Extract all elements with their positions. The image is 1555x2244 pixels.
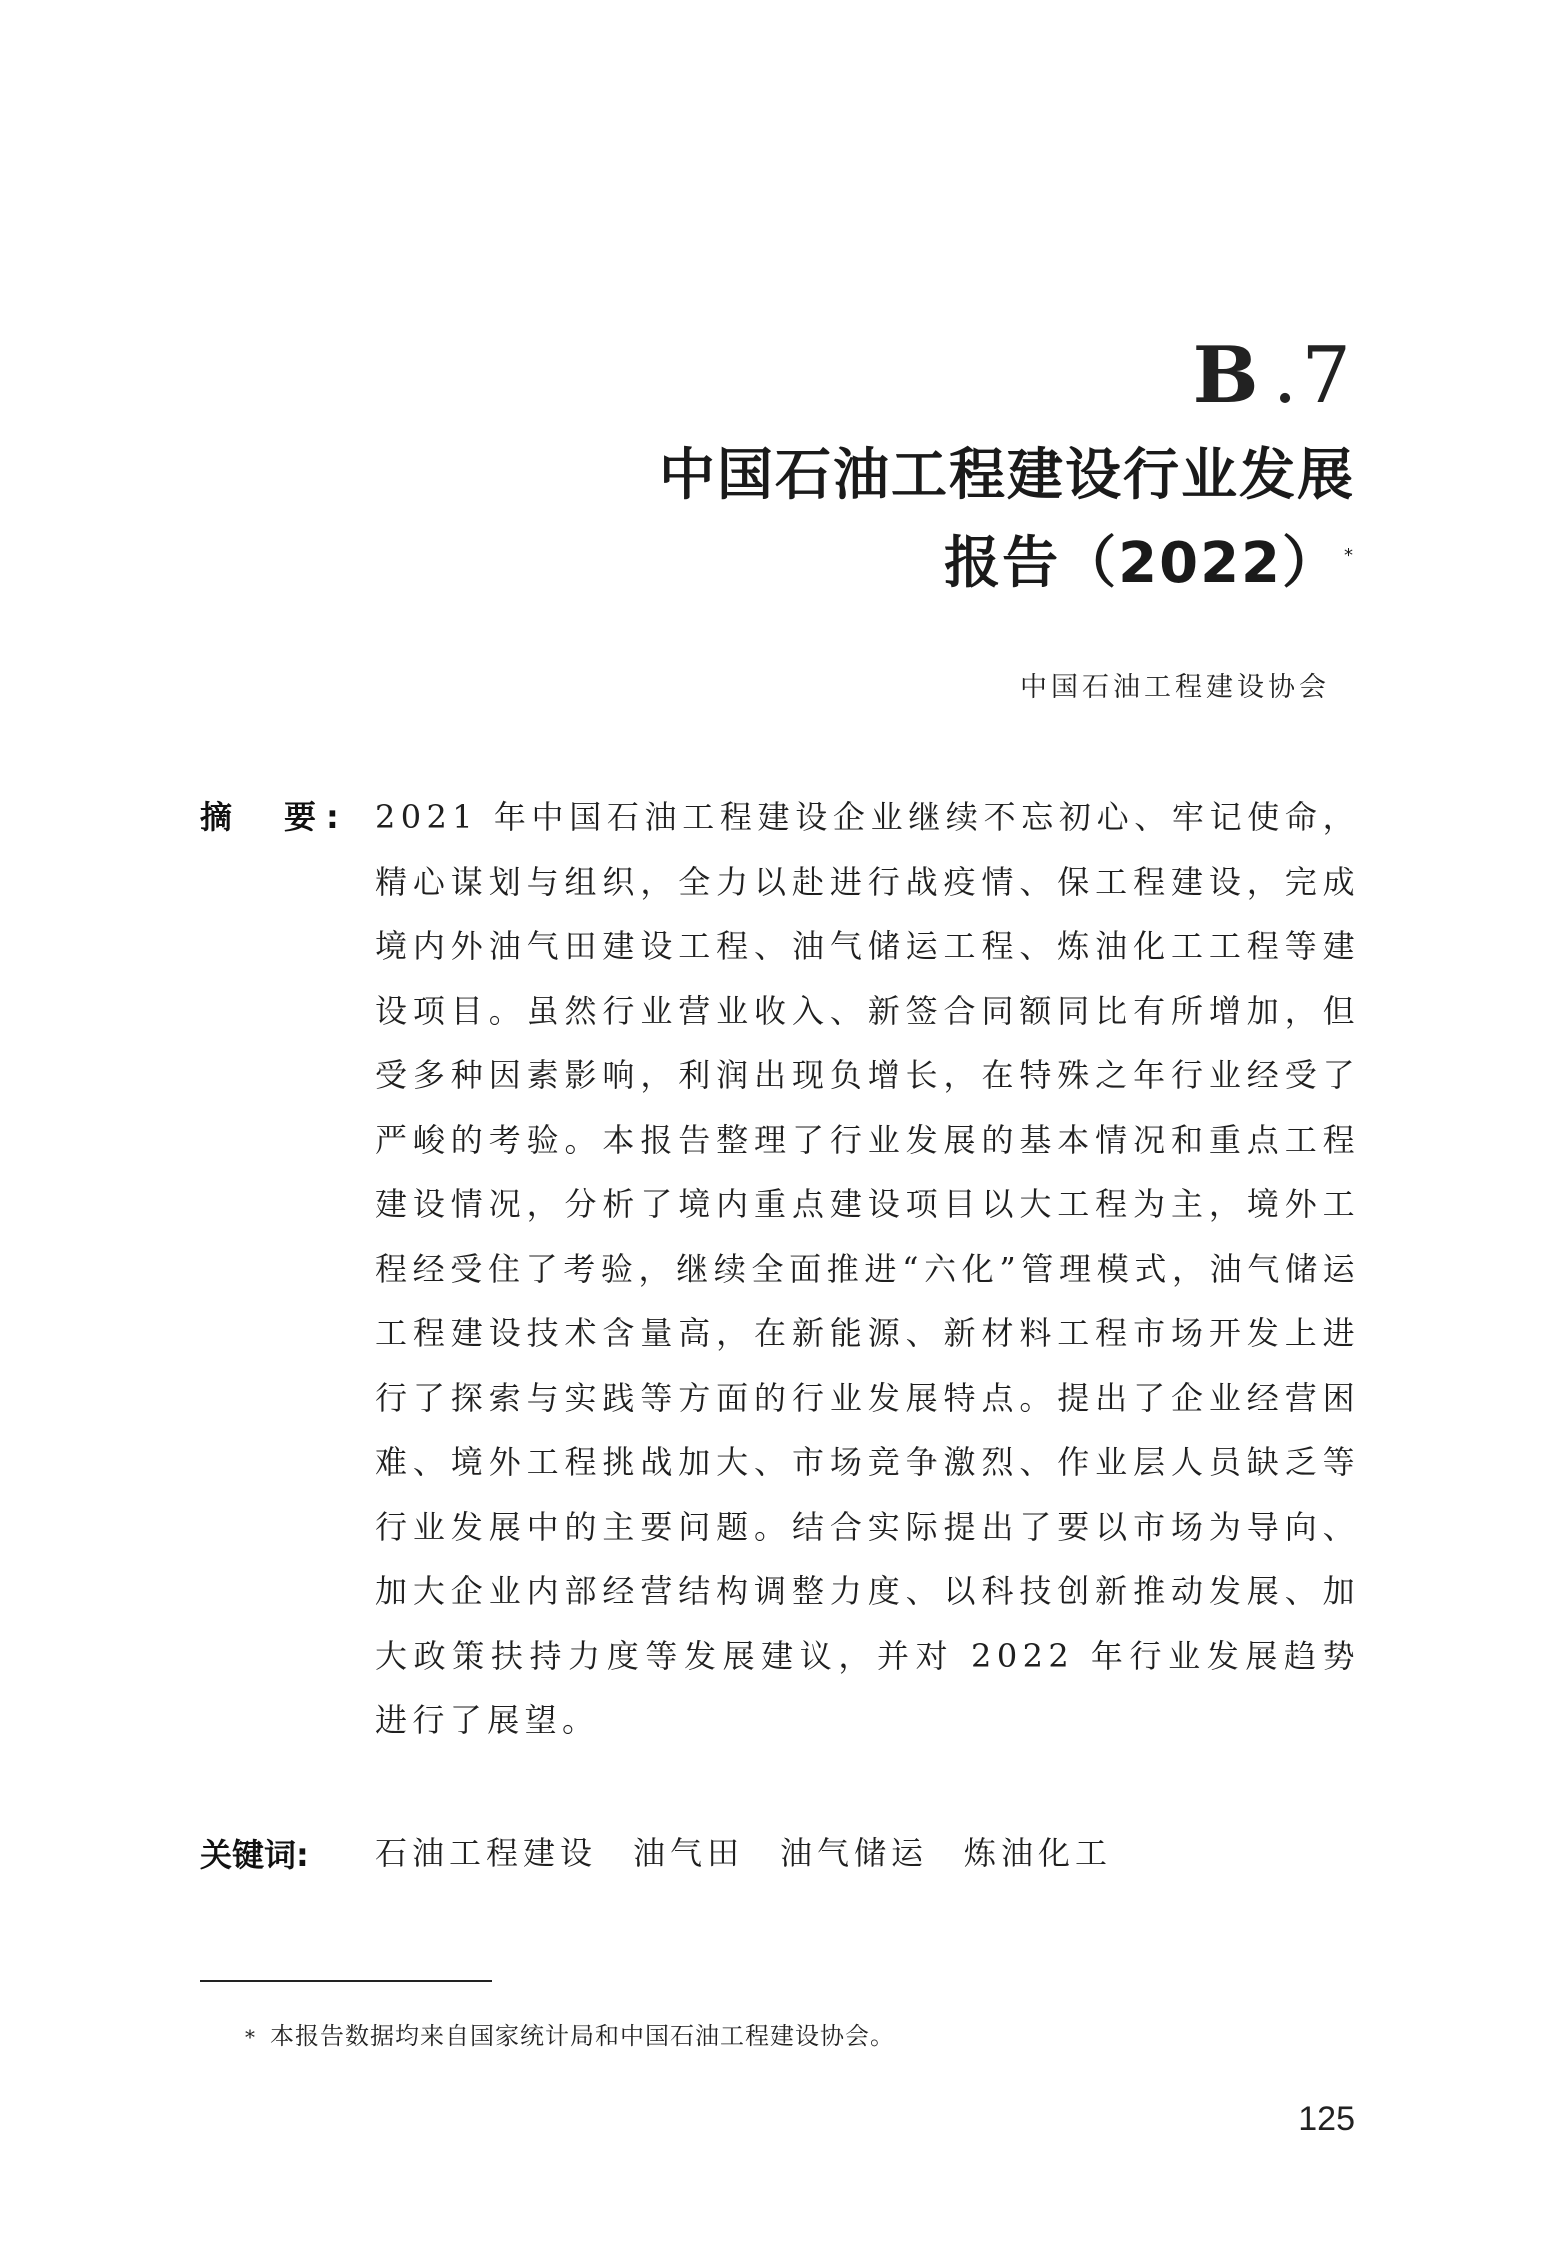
section-letter: B xyxy=(1192,330,1263,421)
footnote-text: 本报告数据均来自国家统计局和中国石油工程建设协会。 xyxy=(270,2022,895,2050)
section-number xyxy=(1193,330,1355,421)
page-number: 125 xyxy=(1298,2100,1355,2138)
keywords-list xyxy=(375,1828,1112,1874)
author: 中国石油工程建设协会 xyxy=(1020,672,1330,703)
report-title xyxy=(659,432,1355,608)
footnote xyxy=(245,2016,895,2051)
title-footnote-marker: * xyxy=(1344,545,1355,566)
abstract-label: 摘 要: xyxy=(200,798,349,836)
footnote-marker: * xyxy=(245,2025,256,2049)
title-line-2-text: 报告（2022） xyxy=(944,531,1340,596)
section-digit: .7 xyxy=(1272,331,1355,421)
abstract-text: 2021 年中国石油工程建设企业继续不忘初心、牢记使命，精心谋划与组织，全力以赴进行战疫情、保工程建设，完成境内外油气田建设工程、油气储运工程、炼油化工工程等建设项目。虽然行业营业收入、新签合同额同比有所增加，但受多种因素影响，利润出现负增长，在特殊之年行业经受了严峻的考验。本报告整理了行业发展的基本情况和重点工程建设情况，分析了境内重点建设项目以大工程为主，境外工程经受住了考验，继续全面推进“六化”管理模式，油气储运工程建设技术含量高，在新能源、新材料工程市场开发上进行了探索与实践等方面的行业发展特点。提出了企业经营困难、境外工程挑战加大、市场竞争激烈、作业层人员缺乏等行业发展中的主要问题。结合实际提出了要以市场为导向、加大企业内部经营结构调整力度、以科技创新推动发展、加大政策扶持力度等发展建议，并对 2022 年行业发展趋势进行了展望。 xyxy=(375,798,1360,1739)
keyword-item: 油气田 xyxy=(633,1834,745,1872)
title-line-2 xyxy=(659,520,1355,608)
footnote-divider xyxy=(200,1980,492,1982)
keywords-label: 关键词: xyxy=(200,1836,309,1874)
keyword-item: 石油工程建设 xyxy=(375,1834,598,1872)
keyword-item: 炼油化工 xyxy=(964,1834,1113,1872)
keyword-item: 油气储运 xyxy=(780,1834,929,1872)
title-line-1: 中国石油工程建设行业发展 xyxy=(659,443,1355,508)
